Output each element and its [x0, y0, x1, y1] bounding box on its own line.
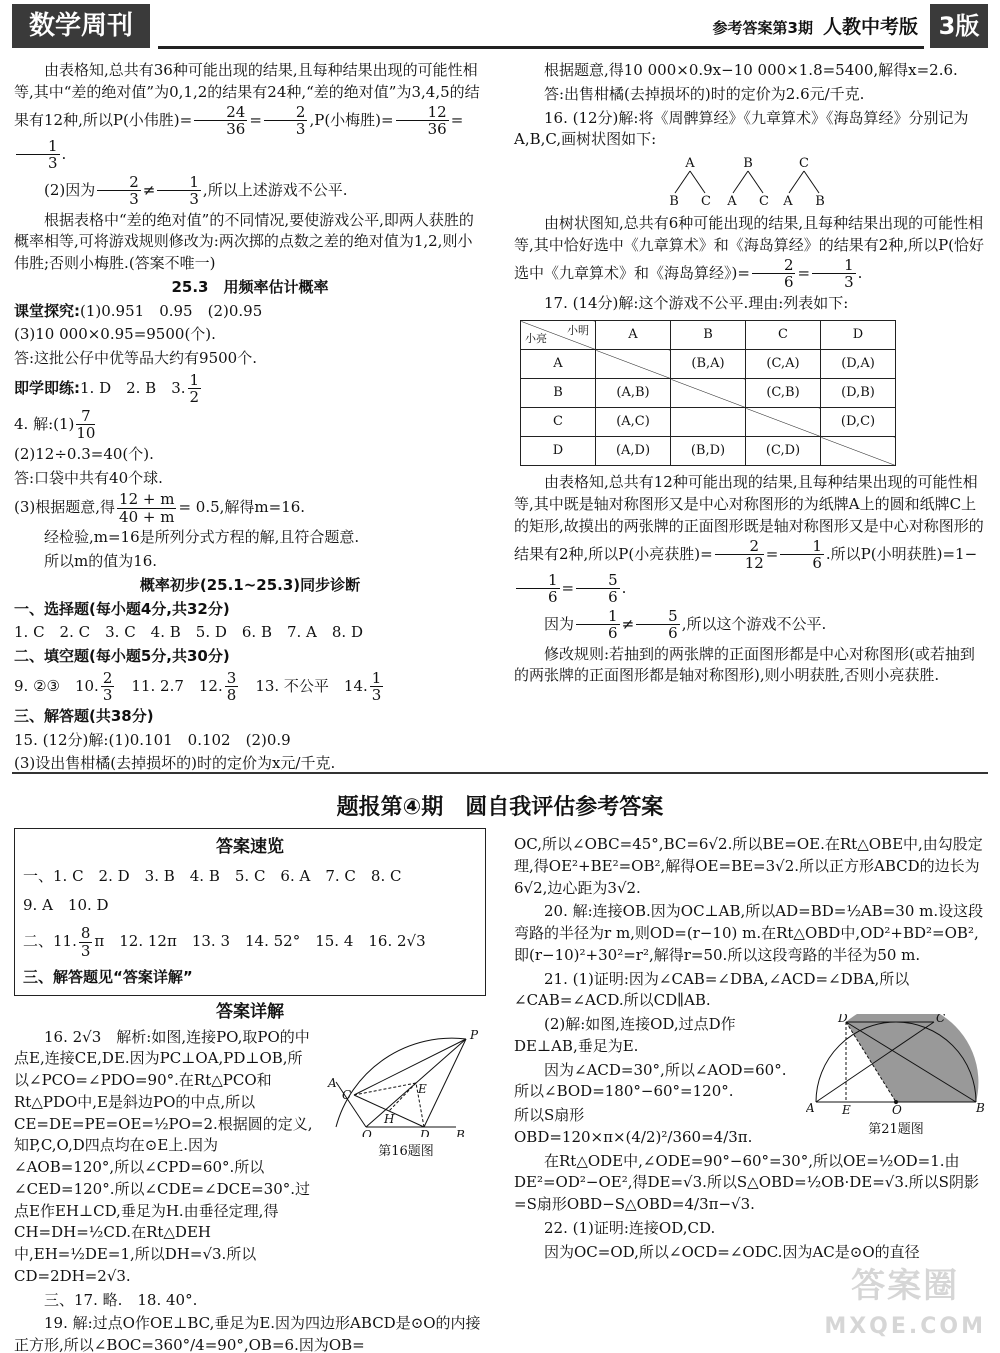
- paragraph: 20. 解:连接OB.因为OC⊥AB,所以AD=BD=½AB=30 m.设这段弯路的半径为r m,则OD=(r−10) m.在Rt△OBD中,OD²+BD²=OB²,即(r−10)²+30²=r²,解得r=50.所以这段弯路的半径为50 m.: [514, 902, 984, 964]
- tree-leaf: B: [815, 194, 825, 209]
- tree-root-c: C: [799, 156, 809, 171]
- paragraph: 根据题意,得10 000×0.9x−10 000×1.8=5400,解得x=2.6.: [544, 61, 958, 79]
- paragraph: 4. 解:(1) $\frac{7}{10}$: [14, 406, 96, 443]
- paragraph: 根据表格中“差的绝对值”的不同情况,要使游戏公平,即两人获胜的概率相等,可将游戏规则修改为:两次掷的点数之差的绝对值为1,2,则小伟胜;否则小梅胜.(答案不唯一): [14, 210, 474, 272]
- summary-line: 9. A 10. D: [23, 896, 109, 915]
- tree-leaf: C: [759, 194, 769, 209]
- table-row: D (A,D) (B,D) (C,D): [521, 437, 896, 466]
- paragraph: 17. (14分)解:这个游戏不公平.理由:列表如下:: [544, 293, 849, 312]
- figure-21: [806, 1014, 986, 1114]
- summary-line: 二、11. $\frac{8}{3}$ π 12. 12π 13. 3 14. 52° 15. 4 16. 2√3: [23, 924, 426, 960]
- tree-root-b: B: [743, 156, 753, 171]
- svg-text:A: A: [328, 1075, 337, 1090]
- paragraph: (3)设出售柑橘(去掉损坏的)时的定价为x元/千克.: [14, 754, 336, 773]
- masthead: [12, 4, 988, 48]
- left-top-column: [14, 60, 486, 777]
- brand-logo: 数学周刊: [12, 4, 150, 48]
- table-header: D: [821, 321, 896, 350]
- figure-caption: 第16题图: [378, 1144, 434, 1160]
- summary-title: 答案速览: [216, 837, 284, 857]
- issue-label: 参考答案第3期: [712, 19, 813, 37]
- paragraph: 答:出售柑橘(去掉损坏的)时的定价为2.6元/千克.: [544, 84, 865, 103]
- paragraph: 1. C 2. C 3. C 4. B 5. D 6. B 7. A 8. D: [14, 623, 363, 642]
- table-header: B: [671, 321, 746, 350]
- svg-text:E: E: [842, 1103, 851, 1114]
- section-heading: 二、填空题(每小题5分,共30分): [14, 647, 230, 665]
- svg-text:D: D: [838, 1014, 848, 1025]
- paragraph: 由树状图知,总共有6种可能出现的结果,且每种结果出现的可能性相等,其中恰好选中《九章算术》和《海岛算经》的结果有2种,所以P(恰好选中《九章算术》和《海岛算经》)= $\frac{2}{6}$ = $\frac{1}{3}$ .: [514, 214, 985, 291]
- svg-text:B: B: [456, 1127, 465, 1137]
- figure-16: [326, 1027, 486, 1137]
- paragraph: (3)根据题意,得 $\frac{12 + m}{40 + m}$ = 0.5,解得m=16.: [14, 490, 306, 526]
- svg-text:C: C: [342, 1087, 352, 1102]
- section-divider: [12, 772, 988, 774]
- tree-leaf: A: [727, 194, 737, 209]
- paragraph: 16. (12分)解:将《周髀算经》《九章算术》《海岛算经》分别记为A,B,C,画树状图如下:: [514, 108, 969, 149]
- table-header: C: [746, 321, 821, 350]
- svg-text:H: H: [384, 1111, 395, 1126]
- issue-info: [713, 14, 918, 42]
- table-row: A (B,A) (C,A) (D,A): [521, 350, 896, 379]
- figure-caption: 第21题图: [868, 1121, 924, 1137]
- paragraph: 21. (1)证明:因为∠CAB=∠DBA,∠ACD=∠DBA,所以∠CAB=∠ACD.所以CD∥AB.: [514, 969, 910, 1010]
- paragraph: 由表格知,总共有12种可能出现的结果,且每种结果出现的可能性相等,其中既是轴对称图形又是中心对称图形的为纸牌A上的圆和纸牌C上的矩形,故摸出的两张牌的正面图形既是轴对称图形又是中心对称图形的结果有2种,所以P(小亮获胜)= $\frac{2}{12}$ = $\frac{1}{6}$ .所以P(小明获胜)=1− $\frac{1}{6}$ = $\frac{5}{6}$ .: [514, 473, 984, 606]
- header-rule: [158, 46, 924, 49]
- outcome-table: [520, 320, 896, 466]
- section-heading: 25.3 用频率估计概率: [171, 277, 329, 296]
- paragraph: 因为 $\frac{1}{6}$ ≠ $\frac{5}{6}$ ,所以这个游戏不公平.: [544, 606, 827, 642]
- edition-label: 人教中考版: [822, 16, 918, 38]
- page-number: 3版: [930, 4, 988, 48]
- svg-text:P: P: [470, 1027, 479, 1042]
- section-title: 题报第④期 圆自我评估参考答案: [336, 795, 664, 820]
- detail-title: 答案详解: [216, 1002, 284, 1022]
- svg-text:O: O: [892, 1103, 902, 1114]
- section-heading: 三、解答题(共38分): [14, 706, 154, 725]
- tree-leaf: B: [669, 194, 679, 209]
- paragraph: 因为∠ACD=30°,所以∠AOD=60°.所以∠BOD=180°−60°=120°.: [514, 1060, 787, 1101]
- svg-text:O: O: [362, 1127, 372, 1137]
- svg-text:C: C: [936, 1014, 946, 1025]
- paragraph: (2)因为 $\frac{2}{3}$ ≠ $\frac{1}{3}$ ,所以上述游戏不公平.: [44, 172, 348, 208]
- paragraph: (3)10 000×0.95=9500(个).: [14, 325, 216, 344]
- tree-root-a: A: [685, 156, 695, 171]
- section-heading: 一、选择题(每小题4分,共32分): [14, 599, 230, 618]
- summary-line: 一、1. C 2. D 3. B 4. B 5. C 6. A 7. C 8. C: [23, 866, 402, 885]
- svg-text:D: D: [420, 1127, 430, 1137]
- paragraph: 9. ②③ 10. $\frac{2}{3}$ 11. 2.7 12. $\frac{3}{8}$ 13. 不公平 14. $\frac{1}{3}$: [14, 668, 382, 705]
- paragraph: 课堂探究:(1)0.951 0.95 (2)0.95: [14, 301, 263, 320]
- svg-text:A: A: [806, 1101, 815, 1114]
- tree-diagram: [514, 153, 986, 213]
- paragraph: 由表格知,总共有36种可能出现的结果,且每种结果出现的可能性相等,其中“差的绝对值”为0,1,2的结果有24种,“差的绝对值”为3,4,5的结果有12种,所以P(小伟胜)= $\frac{24}{36}$ = $\frac{2}{3}$ ,P(小梅胜)= $\frac{12}{36}$ = $\frac{1}{3}$ .: [14, 61, 480, 172]
- svg-text:E: E: [418, 1081, 427, 1096]
- left-bottom-column: [14, 1000, 486, 1353]
- paragraph: OC,所以∠OBC=45°,BC=6√2.所以BE=OE.在Rt△OBE中,由勾股定理,得OE²+BE²=OB²,解得OE=BE=3√2.所以正方形ABCD的边长为6√2,边心距为3√2.: [514, 835, 983, 897]
- paragraph: 经检验,m=16是所列分式方程的解,且符合题意.: [44, 528, 360, 547]
- paragraph: 15. (12分)解:(1)0.101 0.102 (2)0.9: [14, 730, 291, 749]
- paragraph: (2)12÷0.3=40(个).: [14, 444, 154, 463]
- watermark: 答案圈 MXQE.COM: [824, 1265, 986, 1340]
- svg-text:B: B: [976, 1101, 985, 1114]
- paragraph: 所以m的值为16.: [44, 552, 158, 570]
- table-header: A: [596, 321, 671, 350]
- right-top-column: [514, 60, 986, 689]
- answer-summary-box: [14, 828, 486, 996]
- table-row: B (A,B) (C,B) (D,B): [521, 379, 896, 408]
- right-bottom-column: [514, 834, 986, 1265]
- table-row: C (A,C) (D,C): [521, 408, 896, 437]
- paragraph: (2)解:如图,连接OD,过点D作DE⊥AB,垂足为E.: [514, 1015, 736, 1055]
- paragraph: 三、17. 略. 18. 40°.: [44, 1290, 198, 1309]
- section-heading: 概率初步(25.1~25.3)同步诊断: [139, 575, 361, 594]
- paragraph: 即学即练:1. D 2. B 3. $\frac{1}{2}$: [14, 370, 200, 407]
- paragraph: 19. 解:过点O作OE⊥BC,垂足为E.因为四边形ABCD是⊙O的内接正方形,所以∠BOC=360°/4=90°,OB=6.因为OB=: [14, 1314, 481, 1353]
- paragraph: 在Rt△ODE中,∠ODE=90°−60°=30°,所以OE=½OD=1.由DE²=OD²−OE²,得DE=√3.所以S△OBD=½OB·DE=√3.所以S阴影=S扇形OBD−S△OBD=4/3π−√3.: [514, 1151, 979, 1213]
- tree-leaf: A: [783, 194, 793, 209]
- summary-line: 三、解答题见“答案详解”: [23, 968, 193, 987]
- paragraph: 答:口袋中共有40个球.: [14, 468, 163, 487]
- paragraph: 答:这批公仔中优等品大约有9500个.: [14, 349, 257, 367]
- paragraph: 22. (1)证明:连接OD,CD.: [544, 1218, 716, 1237]
- paragraph: 因为OC=OD,所以∠OCD=∠ODC.因为AC是⊙O的直径: [544, 1242, 920, 1261]
- table-corner: 小明 小亮: [521, 321, 596, 350]
- paragraph: 所以S扇形OBD=120×π×(4/2)²/360=4/3π.: [514, 1106, 753, 1146]
- tree-leaf: C: [701, 194, 711, 209]
- paragraph: 16. 2√3 解析:如图,连接PO,取PO的中点E,连接CE,DE.因为PC⊥OA,PD⊥OB,所以∠PCO=∠PDO=90°.在Rt△PCO和Rt△PDO中,E是斜边PO的中点,所以CE=DE=PE=OE=½PO=2.根据圆的定义,知P,C,O,D四点均在⊙E上.因为∠AOB=120°,所以∠CPD=60°.所以∠CED=120°.所以∠CDE=∠DCE=30°.过点E作EH⊥CD,垂足为H.由垂径定理,得CH=DH=½CD.在Rt△DEH中,EH=½DE=1,所以DH=√3.所以CD=2DH=2√3.: [14, 1027, 313, 1285]
- paragraph: 修改规则:若抽到的两张牌的正面图形都是中心对称图形(或若抽到的两张牌的正面图形都是轴对称图形),则小明获胜,否则小亮获胜.: [514, 644, 975, 685]
